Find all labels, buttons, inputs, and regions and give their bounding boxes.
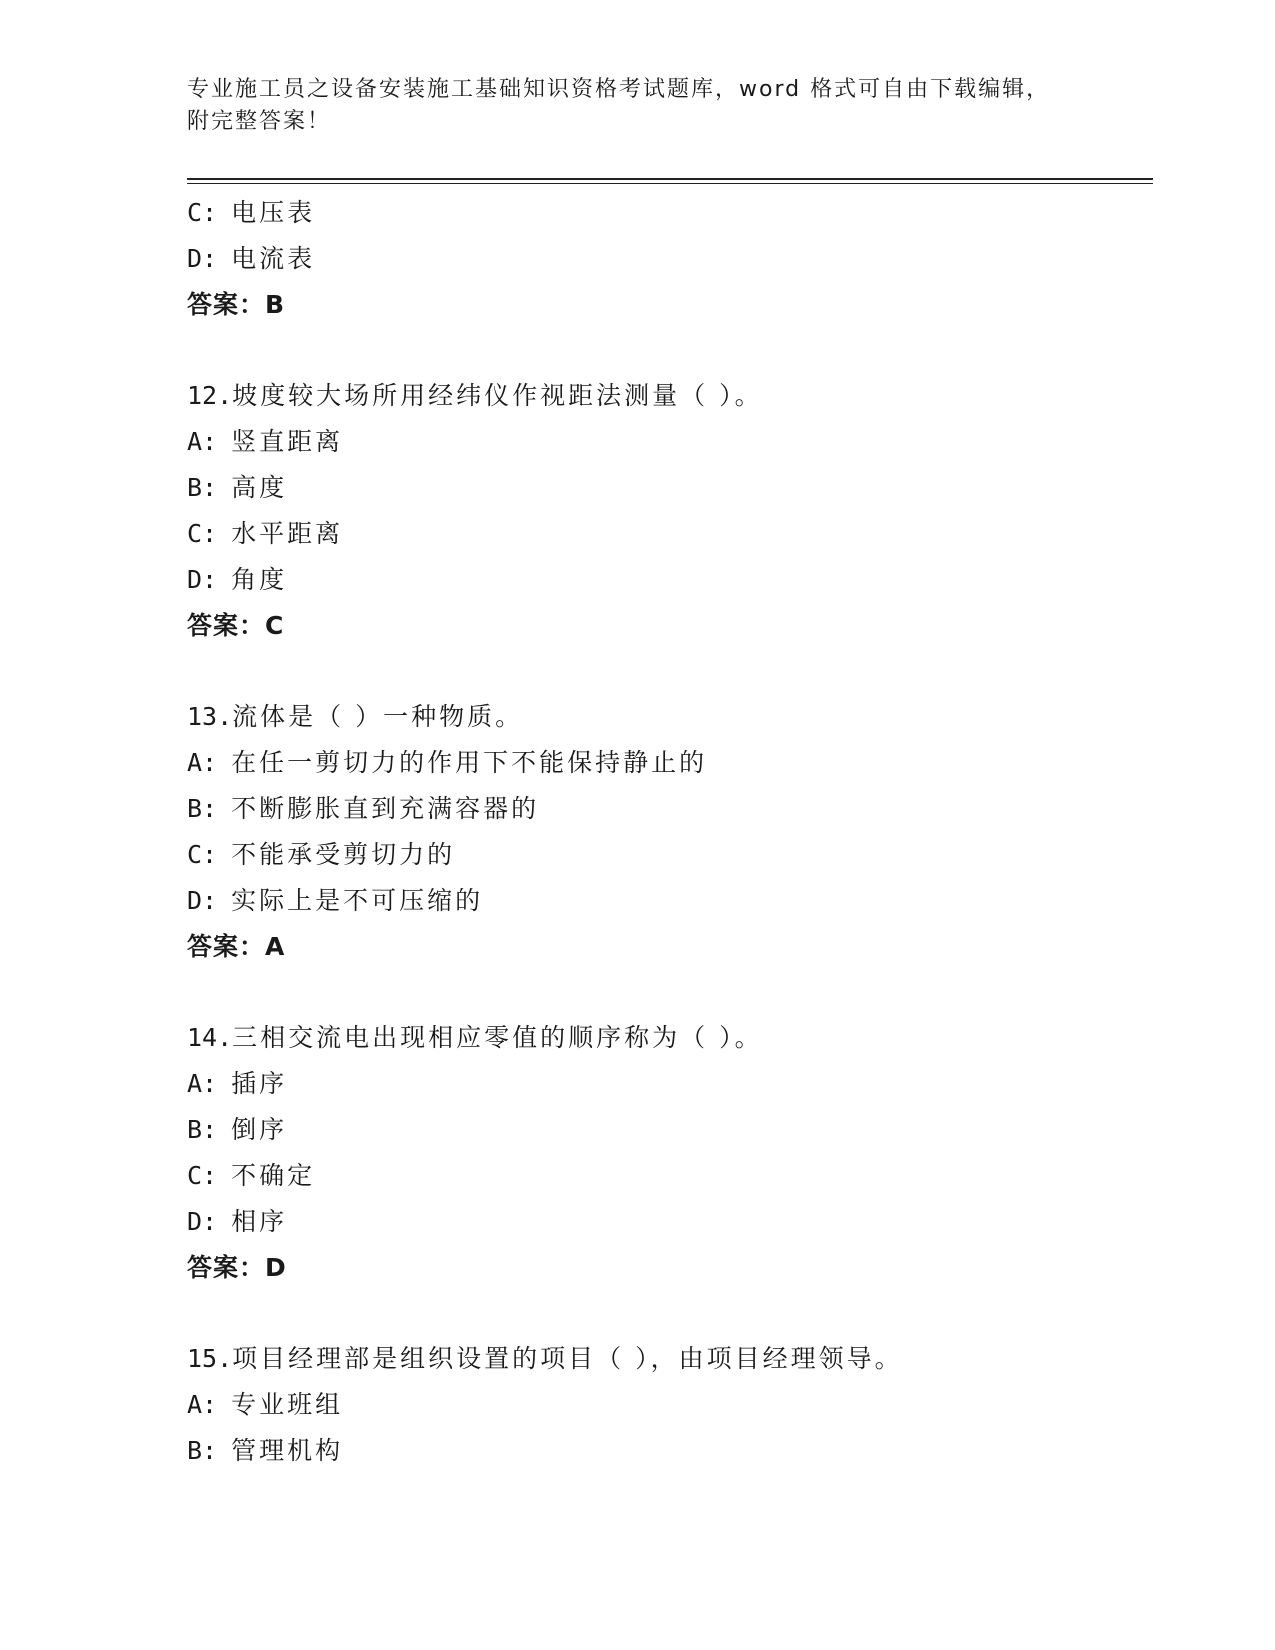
- question-number: 15.: [187, 1344, 233, 1373]
- option-letter: D:: [187, 886, 218, 915]
- document-header: [187, 74, 1087, 138]
- option-text: 不断膨胀直到充满容器的: [231, 794, 540, 823]
- header-line-2: 附完整答案！: [187, 109, 332, 134]
- question-text: 流体是（ ）一种物质。: [232, 702, 524, 731]
- option-b: [187, 1428, 1153, 1474]
- spacer: [187, 1291, 1153, 1336]
- option-letter: C:: [187, 840, 218, 869]
- option-text: 相序: [231, 1207, 288, 1236]
- question-stem: [187, 373, 1153, 419]
- option-b: [187, 465, 1153, 511]
- option-text: 不能承受剪切力的: [231, 840, 456, 869]
- option-c: [187, 190, 1153, 236]
- option-text: 高度: [231, 473, 288, 502]
- option-text: 倒序: [231, 1115, 288, 1144]
- option-letter: B:: [187, 473, 218, 502]
- option-letter: A:: [187, 748, 218, 777]
- option-letter: B:: [187, 1436, 218, 1465]
- option-text: 角度: [231, 565, 288, 594]
- option-letter: D:: [187, 1207, 218, 1236]
- option-letter: B:: [187, 1115, 218, 1144]
- option-a: [187, 1382, 1153, 1428]
- spacer: [187, 649, 1153, 694]
- option-b: [187, 1107, 1153, 1153]
- option-letter: B:: [187, 794, 218, 823]
- question-stem: [187, 1015, 1153, 1061]
- question-number: 12.: [187, 381, 233, 410]
- option-text: 管理机构: [231, 1436, 344, 1465]
- option-letter: C:: [187, 198, 218, 227]
- question-number: 13.: [187, 702, 233, 731]
- option-a: [187, 1061, 1153, 1107]
- option-text: 实际上是不可压缩的: [231, 886, 484, 915]
- option-text: 电流表: [231, 244, 316, 273]
- option-c: [187, 832, 1153, 878]
- option-d: [187, 1199, 1153, 1245]
- option-letter: C:: [187, 1161, 218, 1190]
- option-c: [187, 511, 1153, 557]
- answer-line: 答案：A: [187, 932, 286, 961]
- question-list: [187, 190, 1153, 1474]
- option-letter: A:: [187, 1390, 218, 1419]
- option-a: [187, 740, 1153, 786]
- option-letter: A:: [187, 427, 218, 456]
- option-text: 电压表: [231, 198, 316, 227]
- option-a: [187, 419, 1153, 465]
- option-text: 不确定: [231, 1161, 316, 1190]
- question-text: 项目经理部是组织设置的项目（ ），由项目经理领导。: [232, 1344, 903, 1373]
- option-text: 竖直距离: [231, 427, 344, 456]
- question-number: 14.: [187, 1023, 233, 1052]
- option-text: 专业班组: [231, 1390, 344, 1419]
- option-letter: D:: [187, 244, 218, 273]
- option-b: [187, 786, 1153, 832]
- option-d: [187, 236, 1153, 282]
- option-letter: D:: [187, 565, 218, 594]
- spacer: [187, 328, 1153, 373]
- option-d: [187, 557, 1153, 603]
- question-text: 三相交流电出现相应零值的顺序称为（ ）。: [232, 1023, 763, 1052]
- option-letter: A:: [187, 1069, 218, 1098]
- header-line-1: 专业施工员之设备安装施工基础知识资格考试题库，word 格式可自由下载编辑，: [187, 77, 1051, 102]
- option-text: 在任一剪切力的作用下不能保持静止的: [231, 748, 708, 777]
- question-stem: [187, 694, 1153, 740]
- question-text: 坡度较大场所用经纬仪作视距法测量（ ）。: [232, 381, 763, 410]
- option-c: [187, 1153, 1153, 1199]
- option-letter: C:: [187, 519, 218, 548]
- question-stem: [187, 1336, 1153, 1382]
- option-text: 插序: [231, 1069, 288, 1098]
- option-text: 水平距离: [231, 519, 344, 548]
- answer-line: 答案：D: [187, 1253, 287, 1282]
- answer-line: 答案：C: [187, 611, 285, 640]
- header-divider: [187, 178, 1153, 184]
- spacer: [187, 970, 1153, 1015]
- answer-line: 答案：B: [187, 290, 286, 319]
- option-d: [187, 878, 1153, 924]
